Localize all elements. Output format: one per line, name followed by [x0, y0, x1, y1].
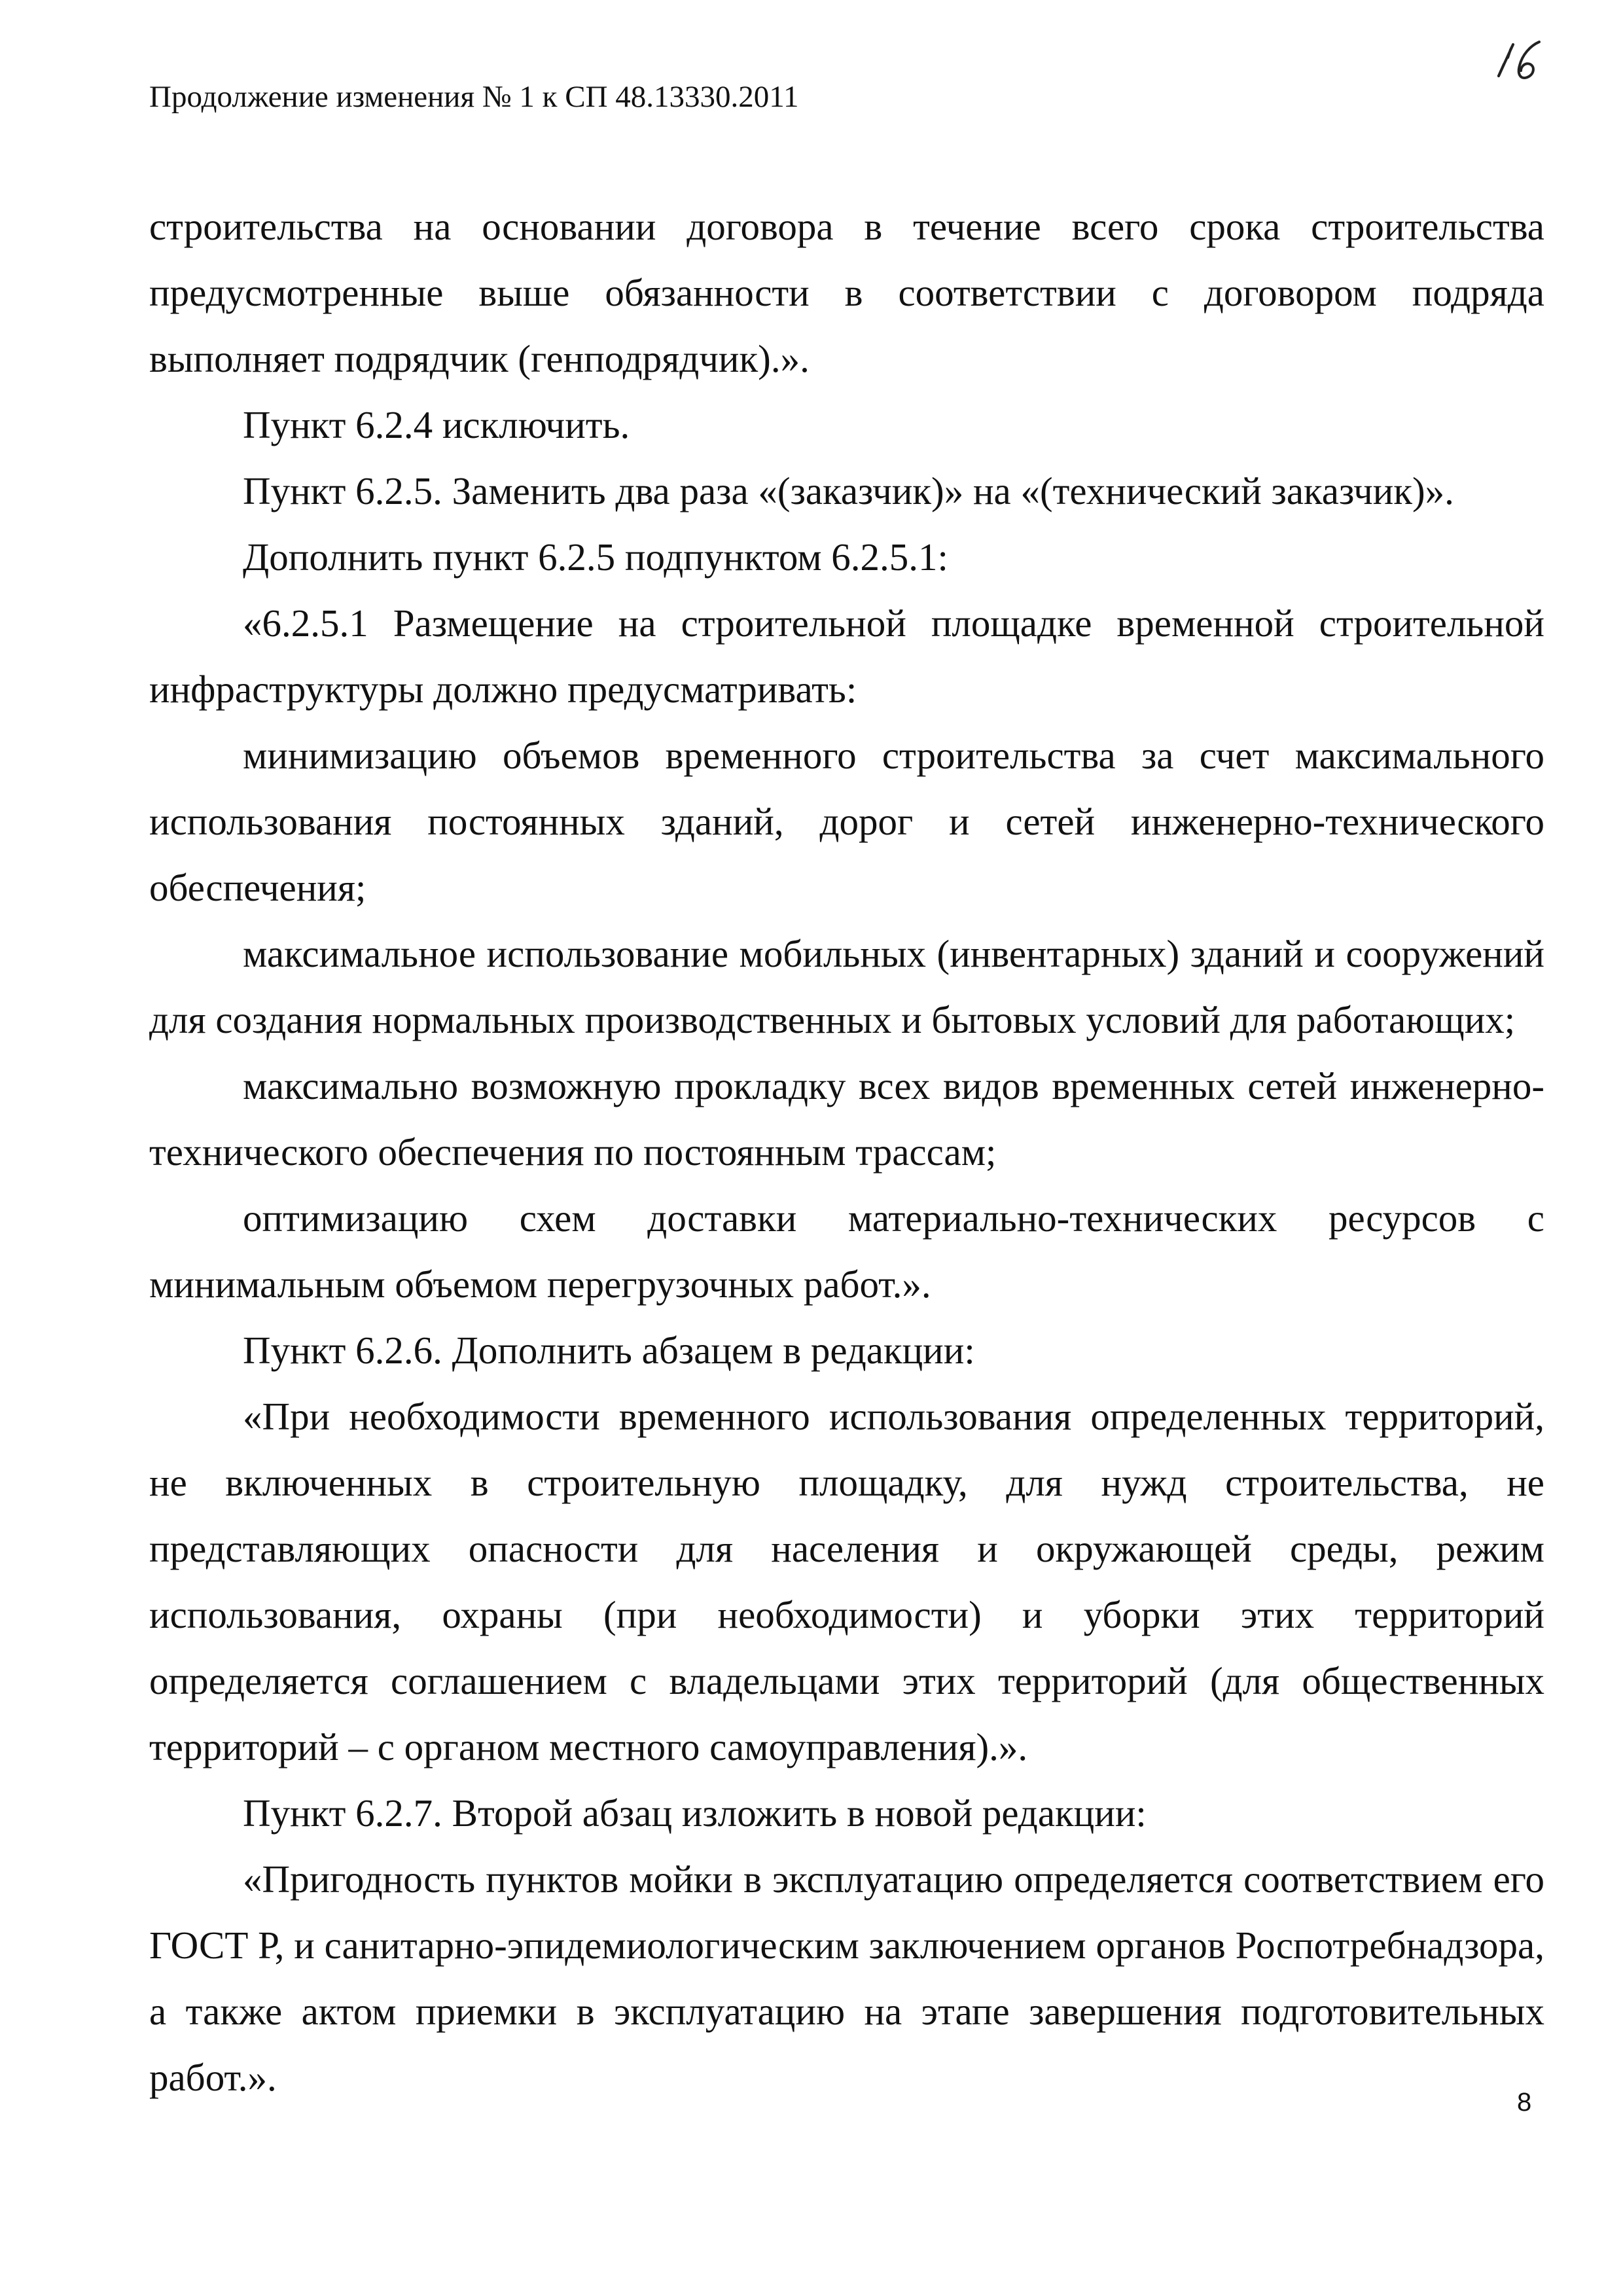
paragraph-6-2-6: Пункт 6.2.6. Дополнить абзацем в редакции: [243, 1329, 975, 1372]
document-body [149, 194, 1544, 2111]
handwritten-page-number [1484, 38, 1556, 97]
list-item-minimization: минимизацию объемов временного строительства за счет максимального использования постоянных зданий, дорог и сетей инженерно-технического обеспечения; [149, 734, 1544, 909]
list-item-mobile-buildings: максимальное использование мобильных (инвентарных) зданий и сооружений для создания нормальных производственных и бытовых условий для работающих; [149, 932, 1544, 1041]
paragraph-6-2-5: Пункт 6.2.5. Заменить два раза «(заказчик)» на «(технический заказчик)». [243, 469, 1454, 512]
paragraph-6-2-6-text: «При необходимости временного использования определенных территорий, не включенных в строительную площадку, для нужд строительства, не представляющих опасности для населения и окружающей среды, режим использования, охраны (при необходимости) и уборки этих территорий определяется соглашением с владельцами этих территорий (для общественных территорий – с органом местного самоуправления).». [149, 1395, 1544, 1768]
list-item-delivery-optimization: оптимизацию схем доставки материально-технических ресурсов с минимальным объемом перегрузочных работ.». [149, 1196, 1544, 1306]
paragraph-add-6-2-5-1: Дополнить пункт 6.2.5 подпунктом 6.2.5.1: [243, 535, 948, 579]
handwritten-number-drawing [1484, 38, 1556, 97]
paragraph-6-2-4: Пункт 6.2.4 исключить. [243, 403, 630, 446]
page-number: 8 [1517, 2088, 1532, 2117]
paragraph-continuation: строительства на основании договора в течение всего срока строительства предусмотренные выше обязанности в соответствии с договором подряда выполняет подрядчик (генподрядчик).». [149, 205, 1544, 380]
paragraph-6-2-7-text: «Пригодность пунктов мойки в эксплуатацию определяется соответствием его ГОСТ Р, и санитарно-эпидемиологическим заключением органов Роспотребнадзора, а также актом приемки в эксплуатацию на этапе завершения подготовительных работ.». [149, 1857, 1544, 2099]
paragraph-6-2-7: Пункт 6.2.7. Второй абзац изложить в новой редакции: [243, 1791, 1147, 1835]
running-header: Продолжение изменения № 1 к СП 48.13330.2011 [149, 80, 799, 114]
paragraph-6-2-5-1: «6.2.5.1 Размещение на строительной площадке временной строительной инфраструктуры должно предусматривать: [149, 601, 1544, 711]
list-item-temporary-networks: максимально возможную прокладку всех видов временных сетей инженерно-технического обеспечения по постоянным трассам; [149, 1064, 1544, 1174]
